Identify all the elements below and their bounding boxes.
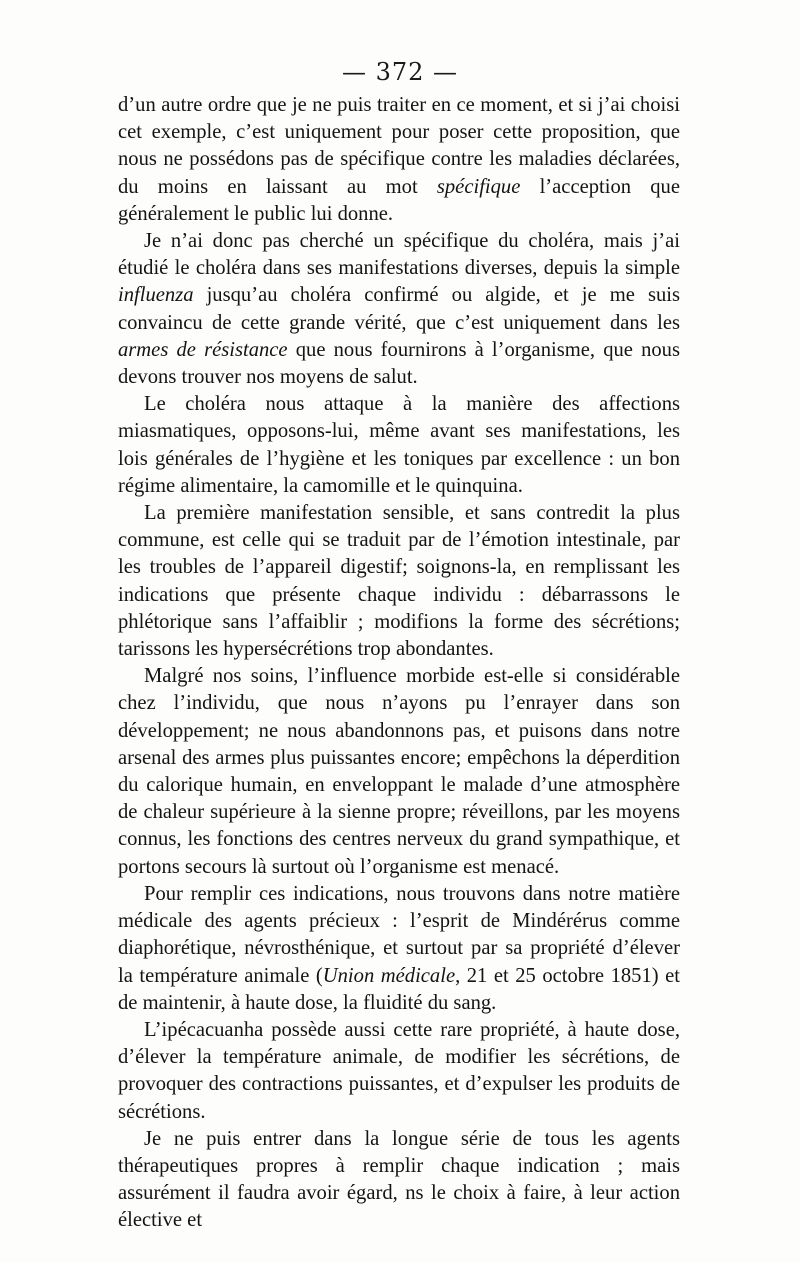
paragraph — [118, 881, 680, 1017]
text-segment: Je ne puis entrer dans la longue série de tous les agents thérapeutiques propres à remplir chaque indication ; mais assurément il faudra avoir égard, ns le choix à faire, à leur action élective et — [118, 1127, 680, 1232]
paragraph — [118, 1126, 680, 1235]
text-segment: jusqu’au choléra confirmé ou algide, et je me suis convaincu de cette grande vérité, que c’est uniquement dans les — [118, 284, 680, 334]
italic-term: influenza — [118, 284, 194, 307]
paragraph — [118, 663, 680, 881]
text-segment: Malgré nos soins, l’influence morbide est-elle si considérable chez l’individu, que nous n’ayons pu l’enrayer dans son développement; ne nous abandonnons pas, et puisons dans notre arsenal des armes plus puissantes encore; empêchons la déperdition du calorique humain, en enveloppant le malade d’une atmosphère de chaleur supérieure à la sienne propre; réveillons, par les moyens connus, les fonctions des centres nerveux du grand sympathique, et portons secours là surtout où l’organisme est menacé. — [118, 665, 680, 878]
paragraph — [118, 228, 680, 391]
paragraph — [118, 500, 680, 663]
text-segment: La première manifestation sensible, et sans contredit la plus commune, est celle qui se traduit par de l’émotion intestinale, par les troubles de l’appareil digestif; soignons-la, en remplissant les indications que présente chaque individu : débarrassons le phlétorique sans l’affaiblir ; modifions la forme des sécrétions; tarissons les hypersécrétions trop abondantes. — [118, 502, 680, 661]
text-segment: d’un autre ordre que je ne puis traiter en ce moment, et si j’ai choisi cet exemple, c’est uniquement pour poser cette proposition, que nous ne possédons pas de spécifique contre les maladies déclarées, du moins en laissant au mot — [118, 94, 680, 198]
italic-term: armes de résistance — [118, 338, 288, 361]
italic-term: Union médicale — [322, 964, 456, 987]
text-segment: , 21 et 25 octobre 1851) et de maintenir, à haute dose, la fluidité du sang. — [118, 964, 680, 1014]
text-segment: L’ipécacuanha possède aussi cette rare propriété, à haute dose, d’élever la température animale, de modifier les sécrétions, de provoquer des contractions puissantes, et d’expulser les produits de sécrétions. — [118, 1018, 680, 1123]
page-number: — 372 — — [341, 58, 459, 86]
text-segment: Pour remplir ces indications, nous trouvons dans notre matière médicale des agents précieux : l’esprit de Mindérérus comme diaphorétique, névrosthénique, et surtout par sa propriété d’élever la température animale ( — [118, 882, 680, 987]
paragraph — [118, 1017, 680, 1126]
paragraph — [118, 92, 680, 228]
italic-term: spécifique — [436, 175, 521, 198]
paragraph — [118, 391, 680, 500]
text-segment: l’acception que généralement le public lui donne. — [118, 175, 680, 225]
text-segment: que nous fournirons à l’organisme, que nous devons trouver nos moyens de salut. — [118, 338, 680, 389]
text-segment: Le choléra nous attaque à la manière des affections miasmatiques, opposons-lui, même avant ses manifestations, les lois générales de l’hygiène et les toniques par excellence : un bon régime alimentaire, la camomille et le quinquina. — [118, 393, 680, 497]
text-segment: Je n’ai donc pas cherché un spécifique du choléra, mais j’ai étudié le choléra dans ses manifestations diverses, depuis la simple — [118, 230, 680, 280]
body-text — [118, 92, 680, 1235]
